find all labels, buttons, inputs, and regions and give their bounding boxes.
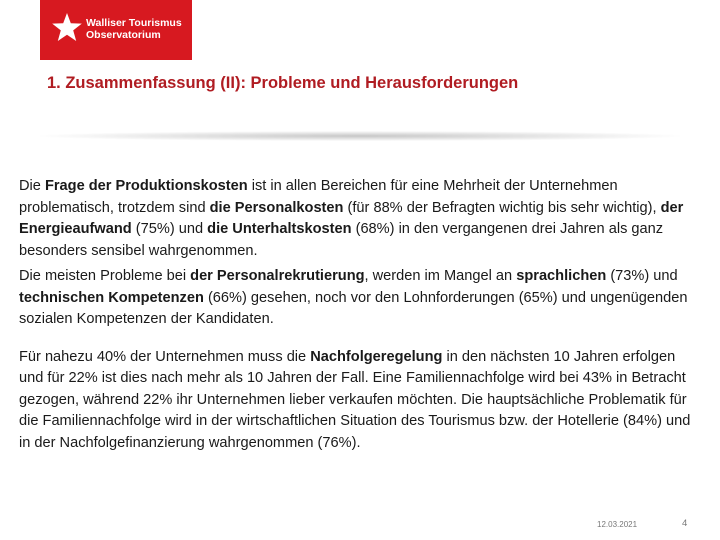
text-run: (75%) und [131, 221, 208, 237]
paragraph-recruitment [19, 266, 699, 331]
bold-phrase: der Personalrekrutierung [190, 268, 365, 284]
logo-line-1: Walliser Tourismus [86, 17, 182, 29]
bold-phrase: die Unterhaltskosten [207, 221, 352, 237]
text-run: (für 88% der Befragten wichtig bis sehr wichtig), [343, 199, 661, 216]
page-number: 4 [682, 518, 688, 529]
bold-phrase: Frage der Produktionskosten [44, 178, 248, 194]
body-text [19, 176, 699, 458]
text-run: Die [19, 178, 45, 194]
text-run: ist in allen Bereichen für eine Mehrheit der Unternehmen problematisch, trotzdem sind [19, 178, 618, 216]
paragraph-production-costs [19, 176, 699, 262]
footer-date: 12.03.2021 [597, 520, 638, 529]
text-run: Die meisten Probleme bei [19, 268, 191, 284]
text-run: , werden im Mangel an [364, 268, 517, 284]
paragraph-succession [19, 347, 699, 455]
star-icon [51, 12, 83, 44]
logo-line-2: Observatorium [86, 29, 161, 41]
bold-phrase: die Personalkosten [209, 199, 344, 216]
text-run: Für nahezu 40% der Unternehmen muss die [19, 348, 311, 365]
page-title: 1. Zusammenfassung (II): Probleme und Herausforderungen [47, 74, 519, 92]
bold-phrase: Nachfolgeregelung [310, 348, 443, 365]
logo [40, 0, 192, 60]
text-run: (66%) gesehen, noch vor den Lohnforderungen (65%) und ungenügenden sozialen Kompetenzen der Kandidaten. [19, 289, 688, 327]
bold-phrase: der Energieaufwand [19, 199, 684, 237]
bold-phrase: sprachlichen [516, 268, 607, 284]
text-run: (68%) in den vergangenen drei Jahren als ganz besonders sensibel wahrgenommen. [19, 221, 664, 259]
bold-phrase: technischen Kompetenzen [19, 289, 204, 306]
text-run: (73%) und [606, 268, 678, 284]
text-run: in den nächsten 10 Jahren erfolgen und für 22% ist dies nach mehr als 10 Jahren der Fall. Eine Familiennachfolge wird bei 43% in Betracht gezogen, während 22% ihr Unternehmen lieber verkaufen möchten. Die hauptsächliche Problematik für die Familiennachfolge wird in der wirtschaftlichen Situation des Tourismus bzw. der Hotellerie (84%) und in der Nachfolgefinanzierung wahrgenommen (76%). [19, 348, 691, 451]
divider [40, 131, 680, 141]
logo-text [86, 17, 182, 41]
